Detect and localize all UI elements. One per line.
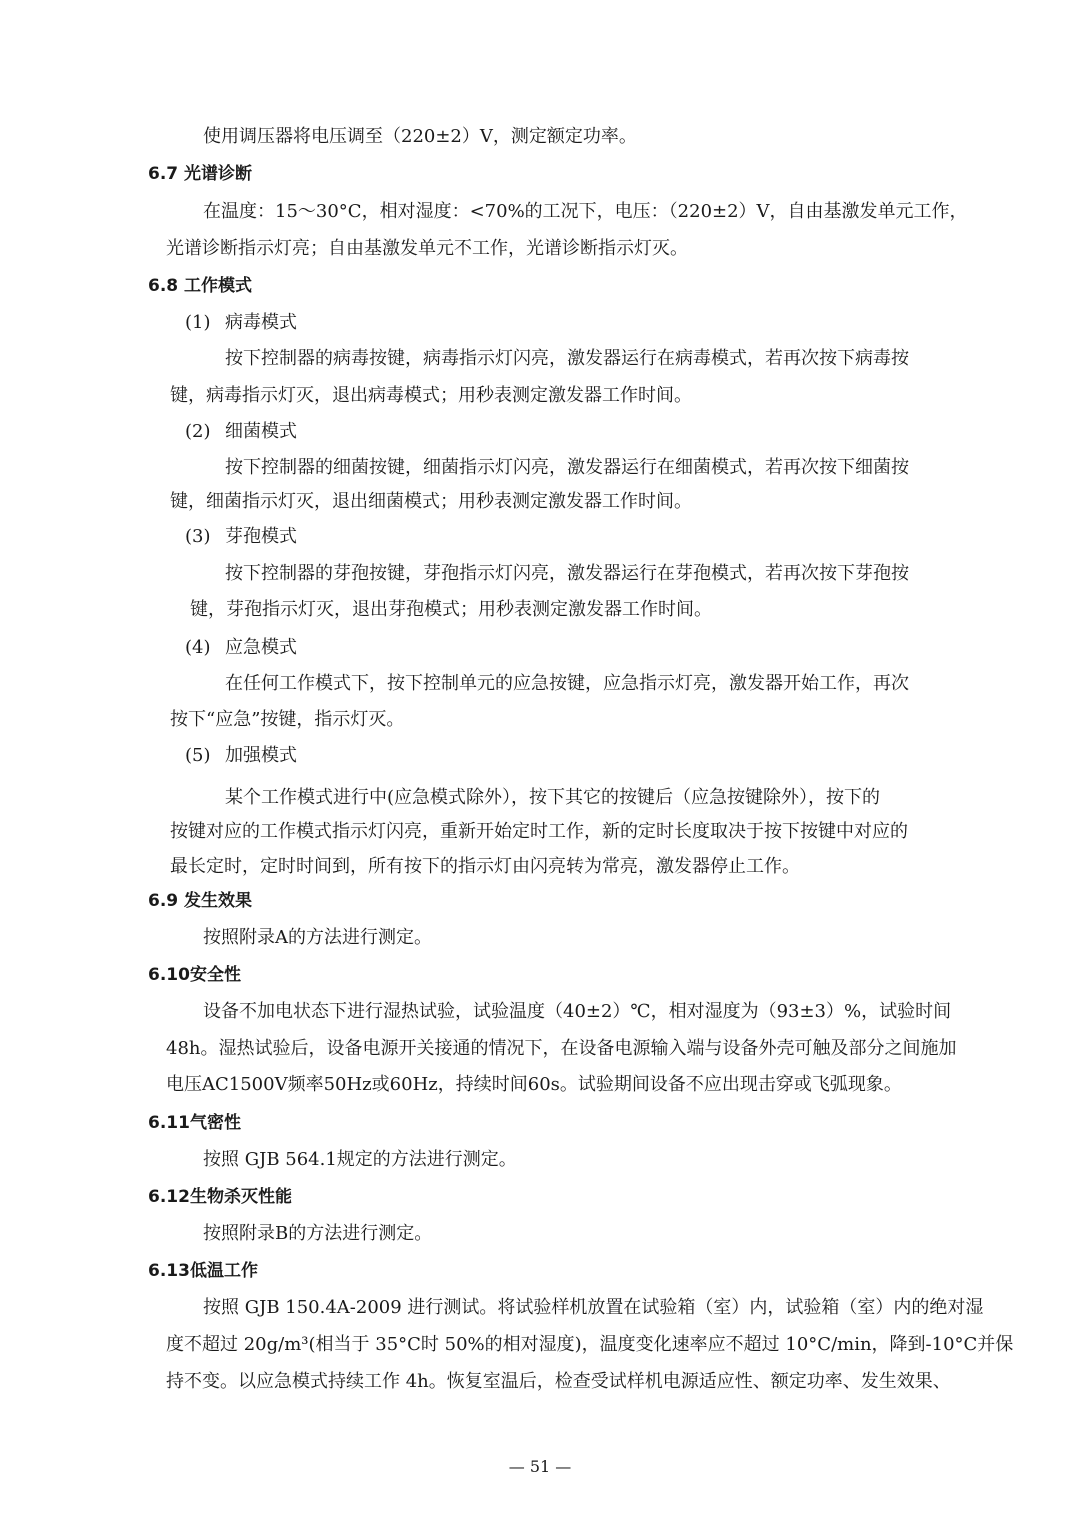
- paragraph-line: 在温度：15～30°C，相对湿度：<70%的工况下，电压：（220±2）V，自由基激发单元工作，: [203, 201, 968, 222]
- paragraph-line: 持不变。以应急模式持续工作 4h。恢复室温后，检查受试样机电源适应性、额定功率、发生效果、: [166, 1371, 951, 1392]
- paragraph-line: 光谱诊断指示灯亮；自由基激发单元不工作，光谱诊断指示灯灭。: [166, 238, 688, 259]
- section-heading-6-12: 6.12生物杀灭性能: [148, 1187, 292, 1207]
- paragraph-line: 键，芽孢指示灯灭，退出芽孢模式；用秒表测定激发器工作时间。: [190, 599, 712, 620]
- paragraph-line: 最长定时，定时时间到，所有按下的指示灯由闪亮转为常亮，激发器停止工作。: [170, 856, 800, 877]
- paragraph-line: 按照 GJB 150.4A-2009 进行测试。将试验样机放置在试验箱（室）内，试验箱（室）内的绝对湿: [203, 1297, 984, 1318]
- section-heading-6-10: 6.10安全性: [148, 965, 241, 985]
- paragraph-line: 按下“应急”按键，指示灯灭。: [170, 709, 405, 730]
- paragraph-line: 键，病毒指示灯灭，退出病毒模式；用秒表测定激发器工作时间。: [170, 385, 692, 406]
- paragraph-line: 按下控制器的芽孢按键，芽孢指示灯闪亮，激发器运行在芽孢模式，若再次按下芽孢按: [225, 563, 909, 584]
- paragraph-line: 电压AC1500V频率50Hz或60Hz，持续时间60s。试验期间设备不应出现击穿或飞弧现象。: [166, 1074, 902, 1095]
- section-heading-6-8: 6.8 工作模式: [148, 276, 253, 296]
- paragraph-line: 48h。湿热试验后，设备电源开关接通的情况下，在设备电源输入端与设备外壳可触及部分之间施加: [166, 1038, 957, 1059]
- section-heading-6-13: 6.13低温工作: [148, 1261, 258, 1281]
- paragraph-line: 使用调压器将电压调至（220±2）V，测定额定功率。: [203, 126, 637, 147]
- section-heading-6-11: 6.11气密性: [148, 1113, 241, 1133]
- paragraph-line: 按照附录A的方法进行测定。: [203, 927, 432, 948]
- paragraph-line: 按照 GJB 564.1规定的方法进行测定。: [203, 1149, 517, 1170]
- mode-1-title: (1) 病毒模式: [185, 312, 297, 333]
- paragraph-line: 度不超过 20g/m³(相当于 35°C时 50%的相对湿度)，温度变化速率应不超过 10°C/min，降到-10°C并保: [166, 1334, 1014, 1355]
- paragraph-line: 按下控制器的病毒按键，病毒指示灯闪亮，激发器运行在病毒模式，若再次按下病毒按: [225, 348, 909, 369]
- paragraph-line: 按照附录B的方法进行测定。: [203, 1223, 433, 1244]
- mode-3-title: (3) 芽孢模式: [185, 526, 297, 547]
- section-heading-6-9: 6.9 发生效果: [148, 891, 253, 911]
- page-number: — 51 —: [508, 1457, 572, 1476]
- paragraph-line: 按键对应的工作模式指示灯闪亮，重新开始定时工作，新的定时长度取决于按下按键中对应的: [170, 821, 908, 842]
- paragraph-line: 在任何工作模式下，按下控制单元的应急按键，应急指示灯亮，激发器开始工作，再次: [225, 673, 909, 694]
- section-heading-6-7: 6.7 光谱诊断: [148, 164, 253, 184]
- paragraph-line: 设备不加电状态下进行湿热试验，试验温度（40±2）℃，相对湿度为（93±3）%，试验时间: [203, 1001, 952, 1022]
- mode-4-title: (4) 应急模式: [185, 637, 297, 658]
- paragraph-line: 某个工作模式进行中(应急模式除外），按下其它的按键后（应急按键除外），按下的: [225, 787, 881, 808]
- mode-2-title: (2) 细菌模式: [185, 421, 297, 442]
- paragraph-line: 按下控制器的细菌按键，细菌指示灯闪亮，激发器运行在细菌模式，若再次按下细菌按: [225, 457, 909, 478]
- mode-5-title: (5) 加强模式: [185, 745, 297, 766]
- paragraph-line: 键，细菌指示灯灭，退出细菌模式；用秒表测定激发器工作时间。: [170, 491, 692, 512]
